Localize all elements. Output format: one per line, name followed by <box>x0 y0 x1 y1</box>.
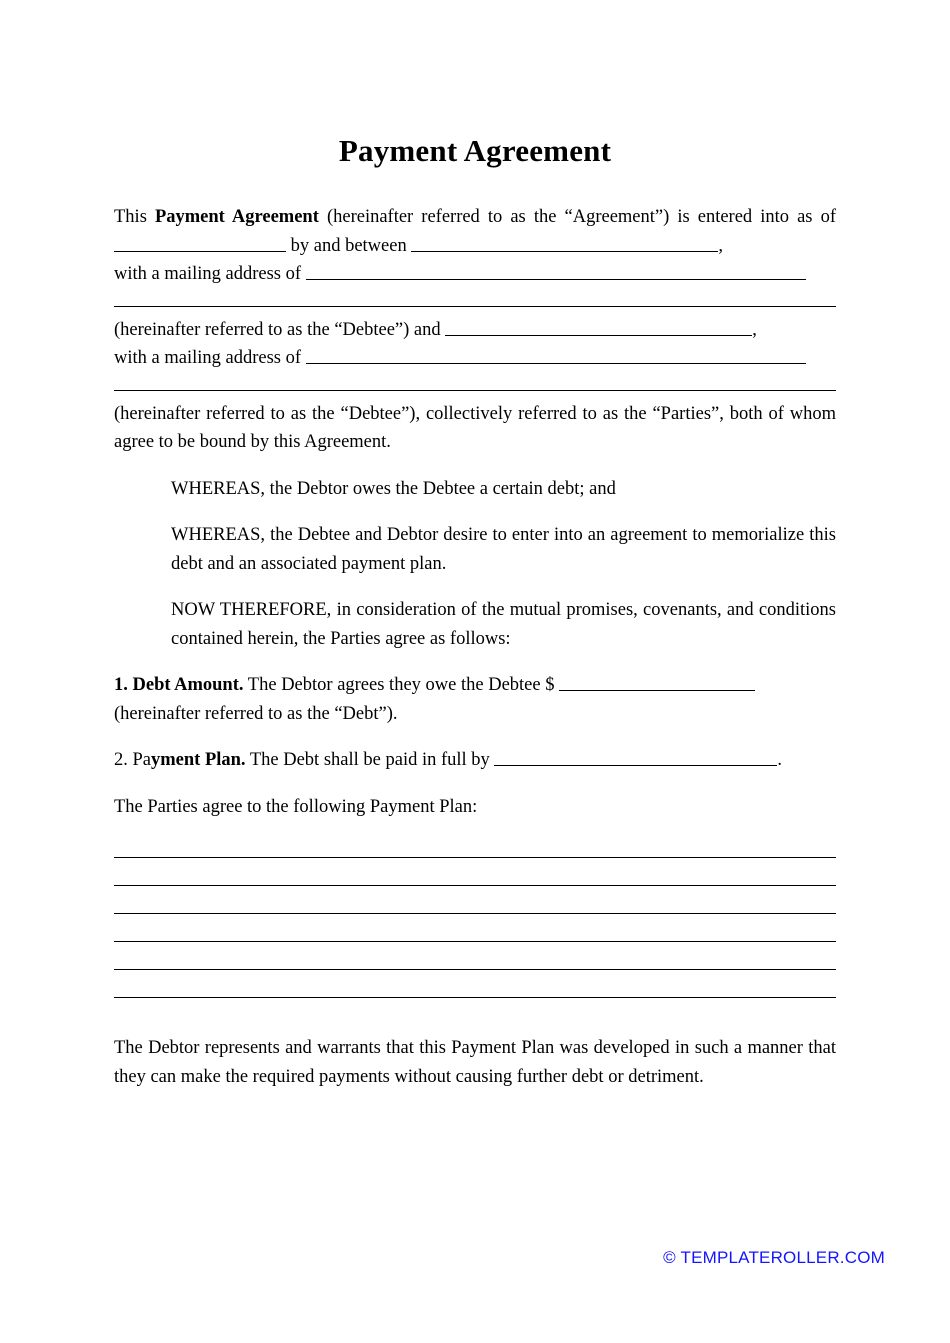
payment-plan-intro: The Parties agree to the following Payment Plan: <box>114 796 478 817</box>
debt-amount-field[interactable] <box>559 672 755 691</box>
recital-2: WHEREAS, the Debtee and Debtor desire to enter into an agreement to memorialize this debt and an associated payment plan. <box>171 525 836 574</box>
debtor-address-field-1[interactable] <box>306 345 806 364</box>
section-payment-plan-period: . <box>777 750 783 770</box>
payment-plan-blank-lines <box>114 857 836 998</box>
mailing-label-1: with a mailing address of <box>114 264 306 284</box>
section-debt-amount-after: (hereinafter referred to as the “Debt”). <box>114 703 398 724</box>
recital-1: WHEREAS, the Debtor owes the Debtee a certain debt; and <box>171 478 616 499</box>
debtor-name-field[interactable] <box>445 317 752 336</box>
payment-plan-line[interactable] <box>114 941 836 942</box>
debtee-name-field[interactable] <box>411 233 718 252</box>
parties-paragraph: (hereinafter referred to as the “Debtee”), collectively referred to as the “Parties”, both of whom agree to be bound by this Agreement. <box>114 403 836 452</box>
section-payment-plan-number: 2. Pa <box>114 750 151 770</box>
intro-paragraph <box>114 203 836 289</box>
closing-paragraph: The Debtor represents and warrants that this Payment Plan was developed in such a manner that they can make the required payments without causing further debt or detriment. <box>114 1038 836 1087</box>
mailing-label-2: with a mailing address of <box>114 348 306 368</box>
section-payment-plan-heading: yment Plan. <box>151 750 246 770</box>
section-debt-amount-heading: 1. Debt Amount. <box>114 675 244 695</box>
payment-plan-line[interactable] <box>114 997 836 998</box>
intro-lead-suffix: (hereinafter referred to as the “Agreement”) is entered into as of <box>318 207 836 227</box>
agreement-date-field[interactable] <box>114 233 286 252</box>
payment-plan-line[interactable] <box>114 885 836 886</box>
debtee-address-field-1[interactable] <box>306 261 806 280</box>
section-debt-amount-text: The Debtor agrees they owe the Debtee $ <box>243 675 560 695</box>
section-payment-plan-text: The Debt shall be paid in full by <box>245 750 495 770</box>
intro-lead-bold: Payment Agreement <box>154 207 319 227</box>
debtee-line-text: (hereinafter referred to as the “Debtee”) and <box>114 319 446 340</box>
payment-plan-line[interactable] <box>114 969 836 970</box>
intro-lead-prefix: This <box>114 207 155 227</box>
section-payment-plan <box>114 746 836 775</box>
payment-plan-line[interactable] <box>114 913 836 914</box>
intro-between-text: by and between <box>286 235 412 256</box>
section-debt-amount <box>114 671 836 728</box>
watermark: © TEMPLATEROLLER.COM <box>663 1248 885 1267</box>
intro-comma-1: , <box>718 235 723 256</box>
page-title: Payment Agreement <box>338 133 612 168</box>
debtee-paragraph <box>114 316 836 373</box>
recital-3: NOW THEREFORE, in consideration of the mutual promises, covenants, and conditions contained herein, the Parties agree as follows: <box>171 600 836 649</box>
paid-in-full-by-field[interactable] <box>494 747 777 766</box>
document-body <box>114 203 836 1091</box>
payment-plan-line[interactable] <box>114 857 836 858</box>
intro-comma-2: , <box>752 319 757 340</box>
